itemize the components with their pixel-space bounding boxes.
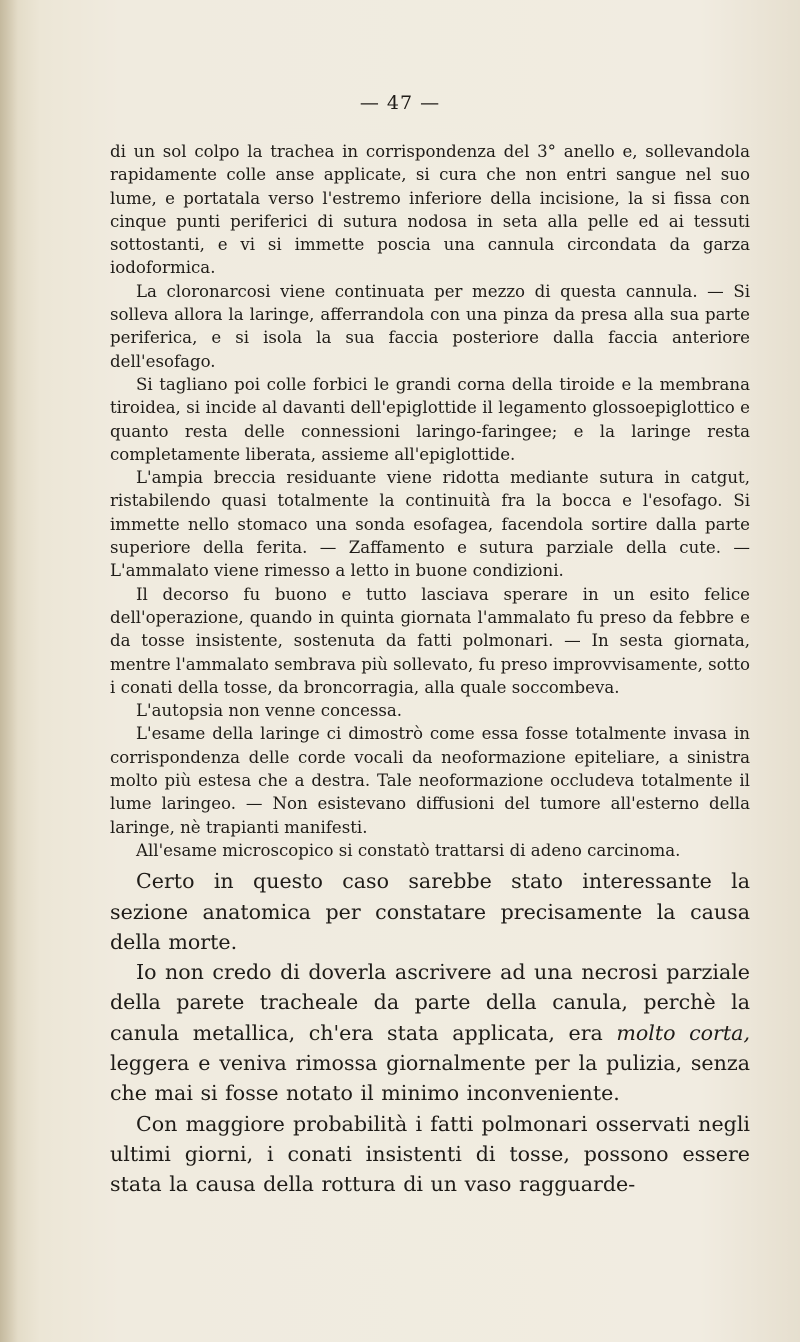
page-body: [110, 140, 750, 1199]
binding-shadow: [0, 0, 18, 1342]
paragraph-3: Si tagliano poi colle forbici le grandi corna della tiroide e la membrana tiroidea, si incide al davanti dell'epiglottide il legamento glossoepiglottico e quanto resta delle connessioni laringo-faringee; e la laringe resta completamente liberata, assieme all'epiglottide.: [110, 374, 750, 464]
paragraph-1: di un sol colpo la trachea in corrispondenza del 3° anello e, sollevandola rapidamente colle anse applicate, si cura che non entri sangue nel suo lume, e portatala verso l'estremo inferiore della incisione, la si fissa con cinque punti periferici di sutura nodosa in seta alla pelle ed ai tessuti sottostanti, e vi si immette poscia una cannula circondata da garza iodoformica.: [110, 142, 750, 278]
paragraph-6: L'autopsia non venne concessa.: [136, 701, 403, 721]
large-paragraph-1: Certo in questo caso sarebbe stato interessante la sezione anatomica per constatare precisamente la causa della morte.: [110, 869, 750, 954]
paragraph-7: L'esame della laringe ci dimostrò come essa fosse totalmente invasa in corrispondenza delle corde vocali da neoformazione epiteliare, a sinistra molto più estesa che a destra. Tale neoformazione occludeva totalmente il lume laringeo. — Non esistevano diffusioni del tumore all'esterno della laringe, nè trapianti manifesti.: [110, 724, 750, 837]
small-type-section: [110, 140, 750, 862]
large-paragraph-2: [110, 957, 750, 1108]
paragraph-8: All'esame microscopico si constatò trattarsi di adeno carcinoma.: [136, 840, 681, 860]
large-paragraph-2-start: Io non credo di doverla ascrivere ad una necrosi parziale della parete tracheale da parte della canula, perchè la canula metallica, ch'era stata applicata, era: [110, 960, 750, 1045]
large-paragraph-2-end: leggera e veniva rimossa giornalmente per la pulizia, senza che mai si fosse notato il minimo inconveniente.: [110, 1050, 750, 1106]
italic-phrase: molto corta,: [616, 1020, 750, 1045]
page-number: — 47 —: [359, 92, 441, 114]
large-paragraph-3: Con maggiore probabilità i fatti polmonari osservati negli ultimi giorni, i conati insistenti di tosse, possono essere stata la causa della rottura di un vaso ragguarde-: [110, 1111, 750, 1197]
paragraph-4: L'ampia breccia residuante viene ridotta mediante sutura in catgut, ristabilendo quasi totalmente la continuità fra la bocca e l'esofago. Si immette nello stomaco una sonda esofagea, facendola sortire dalla parte superiore della ferita. — Zaffamento e sutura parziale della cute. — L'ammalato viene rimesso a letto in buone condizioni.: [110, 468, 750, 581]
paragraph-5: Il decorso fu buono e tutto lasciava sperare in un esito felice dell'operazione, quando in quinta giornata l'ammalato fu preso da febbre e da tosse insistente, sostenuta da fatti polmonari. — In sesta giornata, mentre l'ammalato sembrava più sollevato, fu preso improvvisamente, sotto i conati della tosse, da broncorragia, alla quale soccombeva.: [110, 584, 750, 697]
paragraph-2: La cloronarcosi viene continuata per mezzo di questa cannula. — Si solleva allora la laringe, afferrandola con una pinza da presa alla sua parte periferica, e si isola la sua faccia posteriore dalla faccia anteriore dell'esofago.: [110, 281, 750, 371]
large-type-section: [110, 866, 750, 1199]
